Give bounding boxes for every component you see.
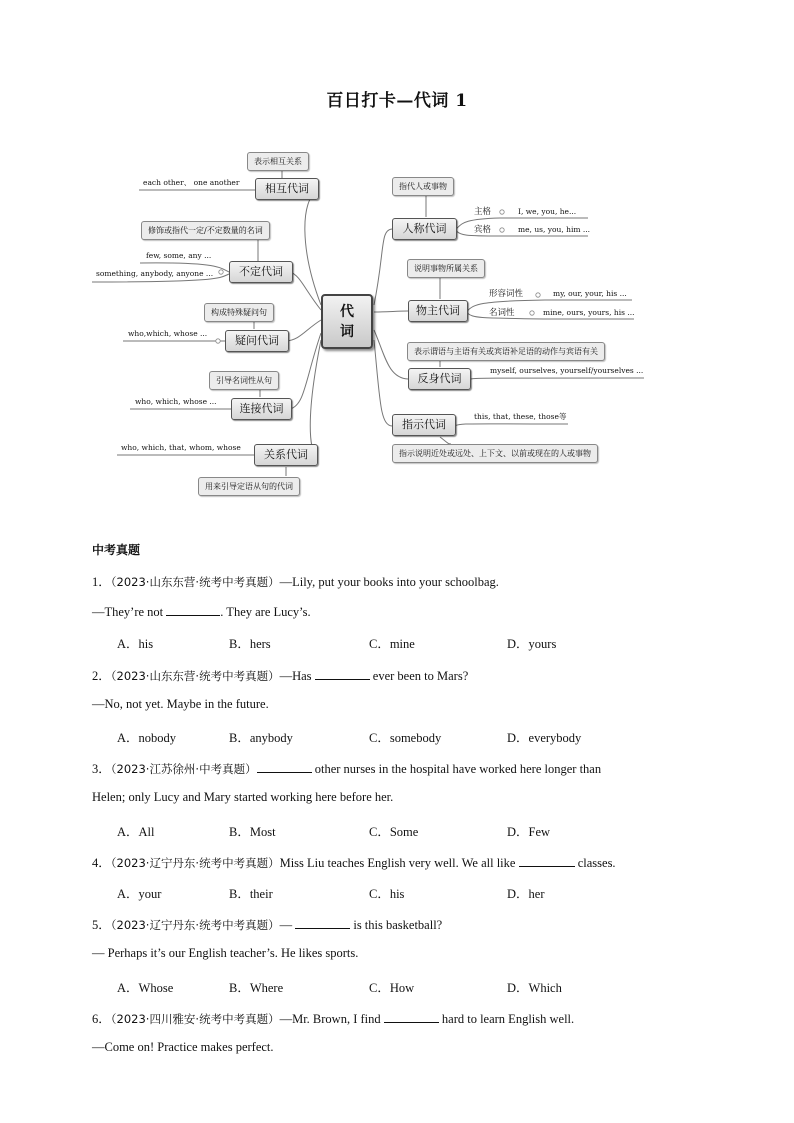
question-number: 1． xyxy=(92,575,111,589)
answer-blank[interactable] xyxy=(166,603,220,616)
question-1-line-2 xyxy=(92,603,311,620)
option-a[interactable]: A．his xyxy=(117,637,154,651)
interrogative-note: 构成特殊疑问句 xyxy=(204,303,274,322)
question-text: classes. xyxy=(574,856,616,870)
personal-note: 指代人或事物 xyxy=(392,177,454,196)
page-title: 百日打卡—代词 1 xyxy=(326,91,468,111)
option-d[interactable]: D．Few xyxy=(507,825,551,839)
section-title: 中考真题 xyxy=(92,543,141,557)
indefinite-leaf-1: few, some, any ... xyxy=(146,251,212,260)
connective-pronoun-node: 连接代词 xyxy=(231,398,292,420)
question-6 xyxy=(92,1009,574,1027)
demonstrative-leaf: this, that, these, those等 xyxy=(474,412,567,421)
option-d[interactable]: D．yours xyxy=(507,637,557,651)
possessive-sub2-value: mine, ours, yours, his ... xyxy=(543,308,635,317)
personal-sub1-value: I, we, you, he... xyxy=(518,207,577,216)
option-c[interactable]: C．How xyxy=(369,981,415,995)
question-source: （2023·山东东营·统考中考真题） xyxy=(110,669,280,683)
question-6-line-2: —Come on! Practice makes perfect. xyxy=(92,1040,274,1054)
mutual-leaf: each other、 one another xyxy=(143,178,240,187)
reflexive-note: 表示谓语与主语有关或宾语补足语的动作与宾语有关 xyxy=(407,342,605,361)
reflexive-leaf: myself, ourselves, yourself/yourselves ... xyxy=(490,366,644,375)
question-source: （2023·江苏徐州·中考真题） xyxy=(110,762,257,776)
question-number: 5． xyxy=(92,918,111,932)
question-4 xyxy=(92,853,616,871)
option-d[interactable]: D．everybody xyxy=(507,731,582,745)
personal-pronoun-node: 人称代词 xyxy=(392,218,457,240)
question-number: 3． xyxy=(92,762,111,776)
question-5 xyxy=(92,915,442,933)
option-b[interactable]: B．hers xyxy=(229,637,271,651)
question-text: Miss Liu teaches English very well. We all like xyxy=(279,856,519,870)
indefinite-note: 修饰或指代一定/不定数量的名词 xyxy=(141,221,270,240)
question-text: —Lily, put your books into your schoolbag. xyxy=(279,575,499,589)
relative-note: 用来引导定语从句的代词 xyxy=(198,477,300,496)
relative-pronoun-node: 关系代词 xyxy=(254,444,318,466)
center-char-2: 词 xyxy=(340,324,354,340)
indefinite-leaf-2: something, anybody, anyone ... xyxy=(96,269,214,278)
personal-sub1: 主格 xyxy=(474,207,492,217)
question-text: —Mr. Brown, I find xyxy=(279,1012,384,1026)
interrogative-leaf: who,which, whose ... xyxy=(128,329,208,338)
possessive-sub1: 形容词性 xyxy=(489,289,524,299)
question-text: — xyxy=(279,918,296,932)
question-3 xyxy=(92,759,601,777)
question-2 xyxy=(92,666,468,684)
personal-sub2: 宾格 xyxy=(474,225,492,235)
option-a[interactable]: A．Whose xyxy=(117,981,174,995)
question-text: —Has xyxy=(279,669,315,683)
question-text: —They’re not xyxy=(92,605,167,619)
option-b[interactable]: B．their xyxy=(229,887,273,901)
question-text: other nurses in the hospital have worked here longer than xyxy=(311,762,602,776)
option-c[interactable]: C．his xyxy=(369,887,405,901)
question-text: ever been to Mars? xyxy=(369,669,469,683)
option-d[interactable]: D．Which xyxy=(507,981,562,995)
question-3-line-2: Helen; only Lucy and Mary started working here before her. xyxy=(92,790,394,804)
mutual-pronoun-node: 相互代词 xyxy=(255,178,319,200)
mindmap-center-node xyxy=(321,294,373,349)
mindmap-connectors xyxy=(0,0,794,520)
answer-blank[interactable] xyxy=(384,1010,439,1023)
option-a[interactable]: A．All xyxy=(117,825,155,839)
answer-blank[interactable] xyxy=(315,667,370,680)
option-c[interactable]: C．Some xyxy=(369,825,419,839)
relative-leaf: who, which, that, whom, whose xyxy=(121,443,241,452)
option-d[interactable]: D．her xyxy=(507,887,545,901)
indefinite-pronoun-node: 不定代词 xyxy=(229,261,293,283)
interrogative-pronoun-node: 疑问代词 xyxy=(225,330,289,352)
option-b[interactable]: B．Where xyxy=(229,981,284,995)
mutual-note: 表示相互关系 xyxy=(247,152,309,171)
question-number: 4． xyxy=(92,856,111,870)
possessive-sub1-value: my, our, your, his ... xyxy=(553,289,627,298)
question-source: （2023·辽宁丹东·统考中考真题） xyxy=(110,856,280,870)
personal-sub2-value: me, us, you, him ... xyxy=(518,225,590,234)
question-number: 2． xyxy=(92,669,111,683)
demonstrative-note: 指示说明近处或远处、上下文、以前或现在的人或事物 xyxy=(392,444,598,463)
option-c[interactable]: C．mine xyxy=(369,637,415,651)
question-2-line-2: —No, not yet. Maybe in the future. xyxy=(92,697,269,711)
option-a[interactable]: A．nobody xyxy=(117,731,177,745)
demonstrative-pronoun-node: 指示代词 xyxy=(392,414,456,436)
possessive-note: 说明事物所属关系 xyxy=(407,259,485,278)
question-5-line-2: — Perhaps it’s our English teacher’s. He likes sports. xyxy=(92,946,359,960)
connective-note: 引导名词性从句 xyxy=(209,371,279,390)
possessive-pronoun-node: 物主代词 xyxy=(408,300,468,322)
question-text: hard to learn English well. xyxy=(438,1012,575,1026)
option-b[interactable]: B．Most xyxy=(229,825,276,839)
connective-leaf: who, which, whose ... xyxy=(135,397,217,406)
question-source: （2023·四川雅安·统考中考真题） xyxy=(110,1012,280,1026)
possessive-sub2: 名词性 xyxy=(489,308,515,318)
answer-blank[interactable] xyxy=(257,760,312,773)
question-text: . They are Lucy’s. xyxy=(220,605,311,619)
question-number: 6． xyxy=(92,1012,111,1026)
option-b[interactable]: B．anybody xyxy=(229,731,293,745)
question-text: is this basketball? xyxy=(350,918,443,932)
reflexive-pronoun-node: 反身代词 xyxy=(408,368,471,390)
option-a[interactable]: A．your xyxy=(117,887,162,901)
option-c[interactable]: C．somebody xyxy=(369,731,442,745)
question-1 xyxy=(92,572,499,590)
answer-blank[interactable] xyxy=(295,916,350,929)
question-source: （2023·山东东营·统考中考真题） xyxy=(110,575,280,589)
center-char-1: 代 xyxy=(340,304,354,320)
question-source: （2023·辽宁丹东·统考中考真题） xyxy=(110,918,280,932)
answer-blank[interactable] xyxy=(519,854,575,867)
